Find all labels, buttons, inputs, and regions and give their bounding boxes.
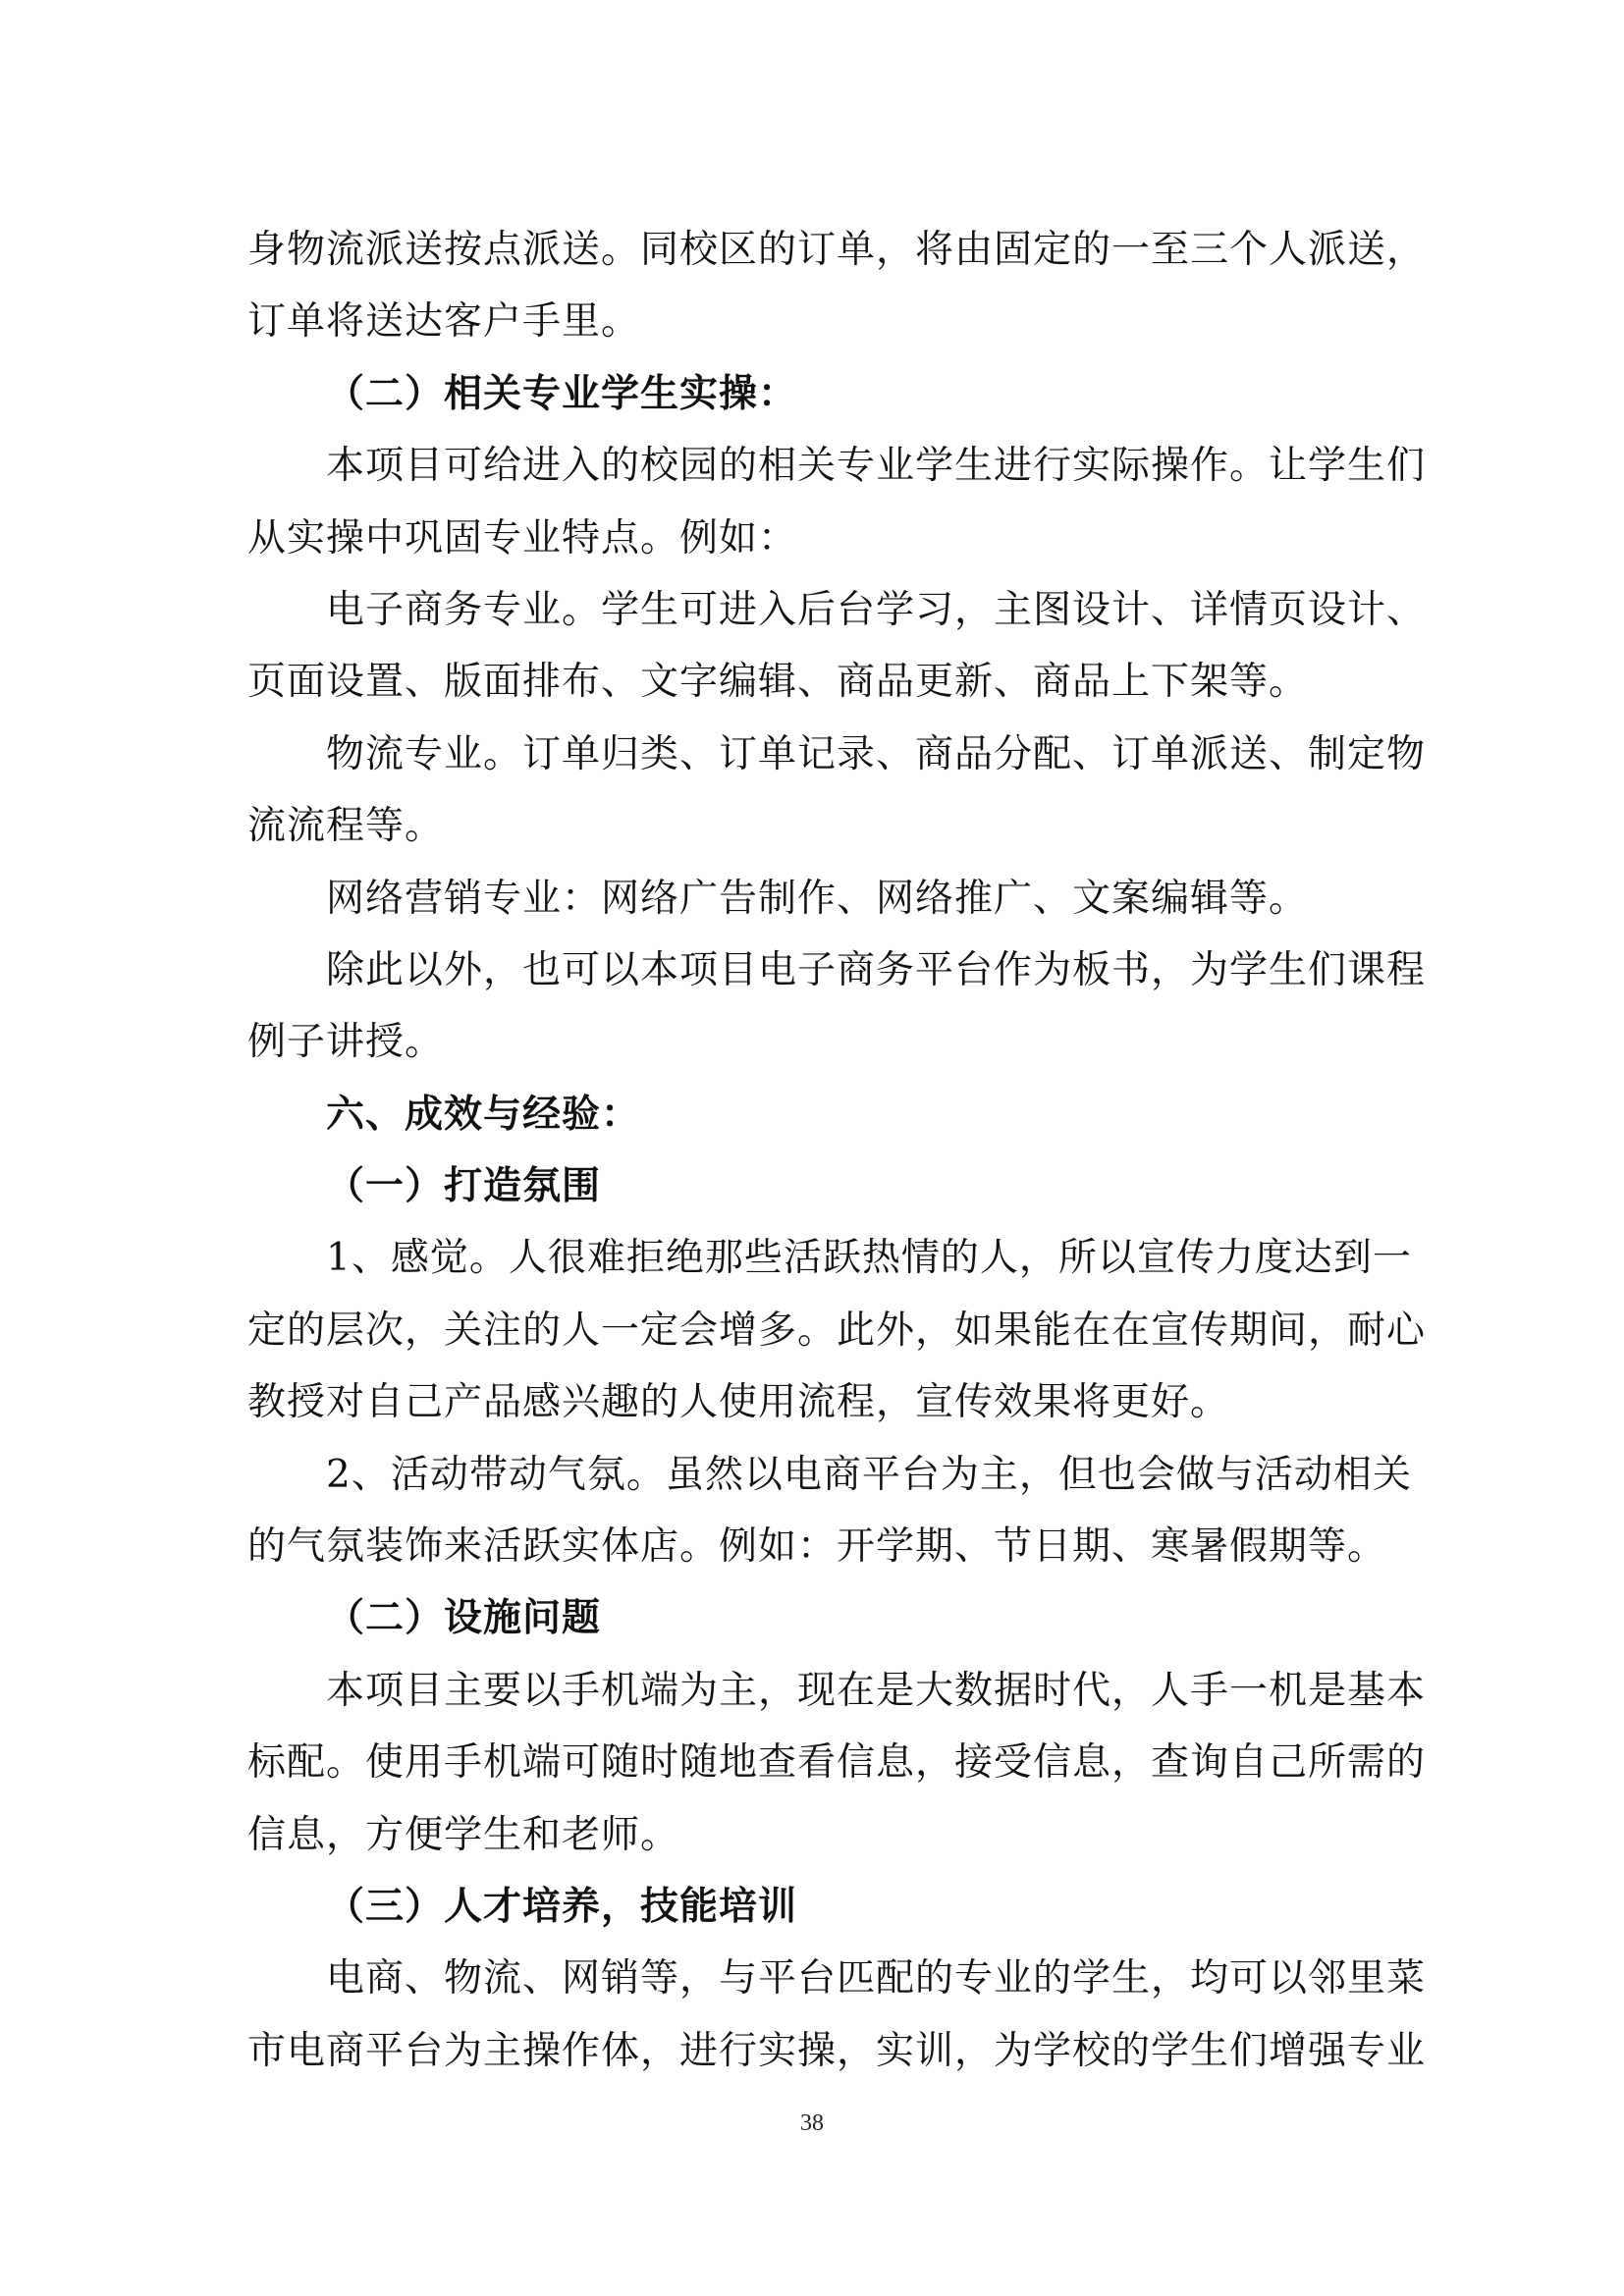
text-line: 页面设置、版面排布、文字编辑、商品更新、商品上下架等。 <box>247 660 1309 705</box>
text-line: 市电商平台为主操作体，进行实操，实训，为学校的学生们增强专业 <box>247 2028 1427 2073</box>
text-line: 订单将送达客户手里。 <box>247 299 641 345</box>
text-line: 定的层次，关注的人一定会增多。此外，如果能在在宣传期间，耐心 <box>247 1308 1427 1353</box>
body-text <box>247 214 1427 2087</box>
paragraph-line: 电商、物流、网销等，与平台匹配的专业的学生，均可以邻里菜 <box>326 1956 1427 2002</box>
paragraph-line: 除此以外，也可以本项目电子商务平台作为板书，为学生们课程 <box>326 947 1427 992</box>
text-line: 例子讲授。 <box>247 1020 445 1065</box>
text-line: 从实操中巩固专业特点。例如： <box>247 515 798 561</box>
paragraph-line: 电子商务专业。学生可进入后台学习，主图设计、详情页设计、 <box>326 587 1427 632</box>
section-heading: （一）打造氛围 <box>326 1163 602 1209</box>
page-number: 38 <box>800 2110 824 2136</box>
section-heading: （三）人才培养，技能培训 <box>326 1883 798 1929</box>
section-heading: （二）设施问题 <box>326 1595 602 1641</box>
chapter-heading: 六、成效与经验： <box>326 1091 641 1137</box>
paragraph-line: 本项目主要以手机端为主，现在是大数据时代，人手一机是基本 <box>326 1668 1427 1713</box>
text-line: 的气氛装饰来活跃实体店。例如：开学期、节日期、寒暑假期等。 <box>247 1524 1387 1570</box>
paragraph-line: 网络营销专业：网络广告制作、网络推广、文案编辑等。 <box>326 876 1309 921</box>
paragraph-line: 1、感觉。人很难拒绝那些活跃热情的人，所以宣传力度达到一 <box>326 1236 1412 1281</box>
text-line: 标配。使用手机端可随时随地查看信息，接受信息，查询自己所需的 <box>247 1740 1427 1786</box>
text-line: 身物流派送按点派送。同校区的订单，将由固定的一至三个人派送， <box>247 228 1427 272</box>
paragraph-line: 2、活动带动气氛。虽然以电商平台为主，但也会做与活动相关 <box>326 1452 1412 1497</box>
text-line: 教授对自己产品感兴趣的人使用流程，宣传效果将更好。 <box>247 1380 1230 1425</box>
text-line: 流流程等。 <box>247 804 445 849</box>
section-heading: （二）相关专业学生实操： <box>326 370 798 416</box>
paragraph-line: 本项目可给进入的校园的相关专业学生进行实际操作。让学生们 <box>326 444 1427 489</box>
text-line: 信息，方便学生和老师。 <box>247 1812 680 1857</box>
paragraph-line: 物流专业。订单归类、订单记录、商品分配、订单派送、制定物 <box>326 731 1427 776</box>
